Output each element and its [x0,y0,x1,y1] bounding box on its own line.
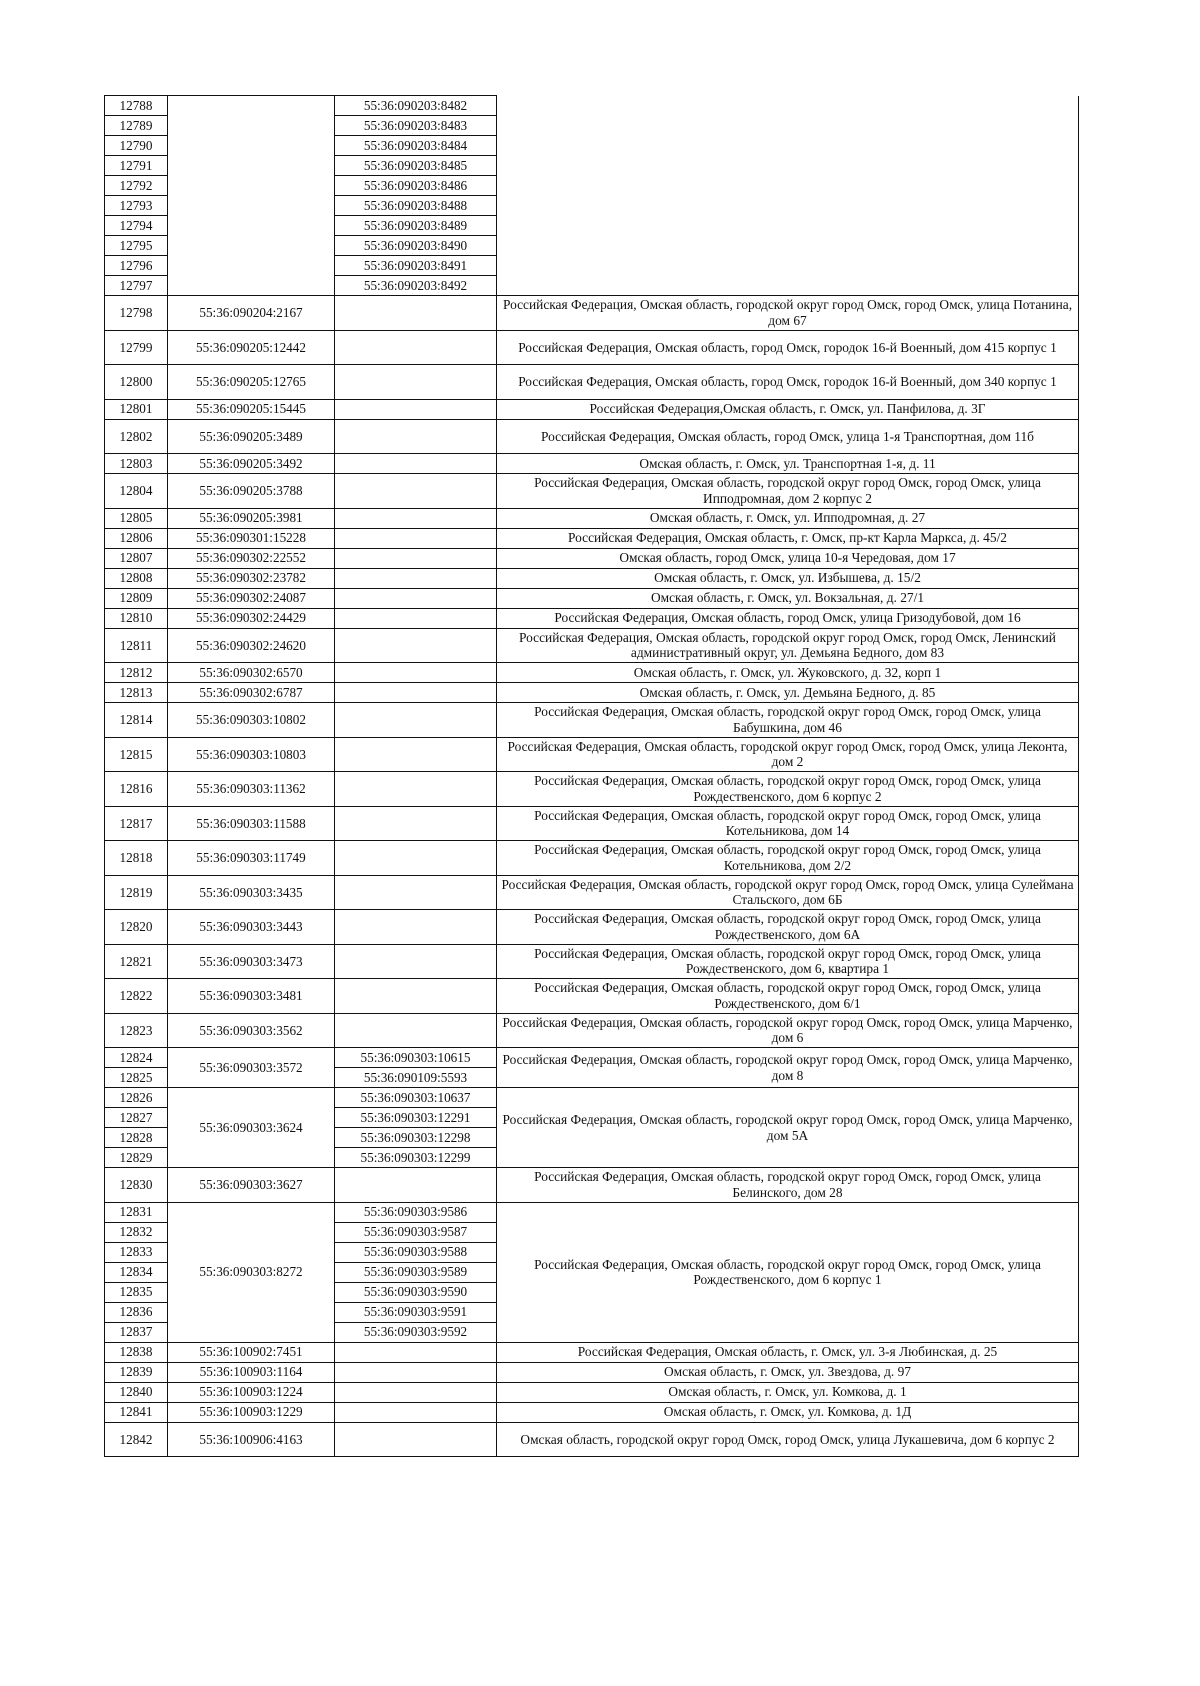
parcel-cadastral-number-cell: 55:36:090303:11749 [168,841,335,876]
row-number-cell: 12826 [105,1088,168,1108]
address-cell: Омская область, г. Омск, ул. Жуковского, д. 32, корп 1 [497,663,1079,683]
table-row [105,841,1079,876]
object-cadastral-number-cell [335,663,497,683]
address-cell: Российская Федерация, Омская область, городской округ город Омск, город Омск, улица Рождественского, дом 6/1 [497,979,1079,1014]
object-cadastral-number-cell [335,330,497,365]
object-cadastral-number-cell: 55:36:090303:9587 [335,1222,497,1242]
row-number-cell: 12842 [105,1422,168,1457]
address-cell [497,96,1079,296]
address-cell: Омская область, город Омск, улица 10-я Чередовая, дом 17 [497,548,1079,568]
parcel-cadastral-number-cell: 55:36:090205:3788 [168,474,335,509]
object-cadastral-number-cell: 55:36:090203:8482 [335,96,497,116]
row-number-cell: 12824 [105,1048,168,1068]
table-row [105,1362,1079,1382]
table-row [105,683,1079,703]
row-number-cell: 12795 [105,236,168,256]
object-cadastral-number-cell [335,841,497,876]
table-row [105,628,1079,663]
row-number-cell: 12801 [105,399,168,419]
table-row [105,508,1079,528]
address-cell: Российская Федерация, Омская область, городской округ город Омск, город Омск, Ленинский административный округ, ул. Демьяна Бедного, дом 83 [497,628,1079,663]
table-row [105,474,1079,509]
parcel-cadastral-number-cell: 55:36:100903:1229 [168,1402,335,1422]
parcel-cadastral-number-cell: 55:36:090205:3492 [168,454,335,474]
table-row [105,296,1079,331]
object-cadastral-number-cell [335,683,497,703]
table-row [105,528,1079,548]
object-cadastral-number-cell [335,910,497,945]
table-row [105,399,1079,419]
row-number-cell: 12833 [105,1242,168,1262]
row-number-cell: 12788 [105,96,168,116]
parcel-cadastral-number-cell: 55:36:100902:7451 [168,1342,335,1362]
object-cadastral-number-cell: 55:36:090303:9591 [335,1302,497,1322]
object-cadastral-number-cell [335,454,497,474]
row-number-cell: 12831 [105,1202,168,1222]
address-cell: Российская Федерация,Омская область, г. Омск, ул. Панфилова, д. 3Г [497,399,1079,419]
parcel-cadastral-number-cell: 55:36:090205:3981 [168,508,335,528]
object-cadastral-number-cell: 55:36:090303:12299 [335,1148,497,1168]
row-number-cell: 12803 [105,454,168,474]
address-cell: Российская Федерация, Омская область, городской округ город Омск, город Омск, улица Потанина, дом 67 [497,296,1079,331]
row-number-cell: 12836 [105,1302,168,1322]
table-row [105,703,1079,738]
cadastral-table [104,95,1079,1457]
object-cadastral-number-cell [335,474,497,509]
object-cadastral-number-cell [335,1362,497,1382]
object-cadastral-number-cell [335,979,497,1014]
object-cadastral-number-cell: 55:36:090303:9589 [335,1262,497,1282]
table-row [105,454,1079,474]
parcel-cadastral-number-cell: 55:36:090205:3489 [168,419,335,454]
object-cadastral-number-cell: 55:36:090203:8486 [335,176,497,196]
object-cadastral-number-cell: 55:36:090303:10637 [335,1088,497,1108]
address-cell: Омская область, г. Омск, ул. Вокзальная, д. 27/1 [497,588,1079,608]
object-cadastral-number-cell: 55:36:090303:12298 [335,1128,497,1148]
row-number-cell: 12808 [105,568,168,588]
row-number-cell: 12807 [105,548,168,568]
row-number-cell: 12809 [105,588,168,608]
object-cadastral-number-cell: 55:36:090303:10615 [335,1048,497,1068]
row-number-cell: 12805 [105,508,168,528]
object-cadastral-number-cell: 55:36:090109:5593 [335,1068,497,1088]
address-cell: Российская Федерация, Омская область, город Омск, городок 16-й Военный, дом 415 корпус 1 [497,330,1079,365]
table-row [105,1088,1079,1108]
address-cell: Российская Федерация, Омская область, городской округ город Омск, город Омск, улица Котельникова, дом 2/2 [497,841,1079,876]
table-row [105,419,1079,454]
address-cell: Омская область, г. Омск, ул. Транспортная 1-я, д. 11 [497,454,1079,474]
table-row [105,875,1079,910]
row-number-cell: 12820 [105,910,168,945]
object-cadastral-number-cell [335,588,497,608]
address-cell: Омская область, г. Омск, ул. Звездова, д. 97 [497,1362,1079,1382]
parcel-cadastral-number-cell: 55:36:090205:12765 [168,365,335,400]
row-number-cell: 12794 [105,216,168,236]
table-row [105,588,1079,608]
table-row [105,330,1079,365]
parcel-cadastral-number-cell: 55:36:090302:6570 [168,663,335,683]
object-cadastral-number-cell: 55:36:090203:8490 [335,236,497,256]
row-number-cell: 12828 [105,1128,168,1148]
table-row [105,737,1079,772]
table-row [105,1422,1079,1457]
object-cadastral-number-cell [335,568,497,588]
row-number-cell: 12832 [105,1222,168,1242]
parcel-cadastral-number-cell [168,96,335,296]
row-number-cell: 12822 [105,979,168,1014]
row-number-cell: 12839 [105,1362,168,1382]
table-row [105,608,1079,628]
object-cadastral-number-cell: 55:36:090303:12291 [335,1108,497,1128]
parcel-cadastral-number-cell: 55:36:090301:15228 [168,528,335,548]
table-body [105,96,1079,1457]
table-row [105,1342,1079,1362]
object-cadastral-number-cell: 55:36:090203:8492 [335,276,497,296]
table-row [105,96,1079,116]
object-cadastral-number-cell [335,548,497,568]
object-cadastral-number-cell [335,399,497,419]
table-row [105,663,1079,683]
parcel-cadastral-number-cell: 55:36:090303:8272 [168,1202,335,1342]
address-cell: Омская область, г. Омск, ул. Комкова, д. 1 [497,1382,1079,1402]
table-row [105,772,1079,807]
address-cell: Омская область, г. Омск, ул. Комкова, д. 1Д [497,1402,1079,1422]
address-cell: Омская область, г. Омск, ул. Избышева, д. 15/2 [497,568,1079,588]
row-number-cell: 12797 [105,276,168,296]
address-cell: Омская область, г. Омск, ул. Ипподромная, д. 27 [497,508,1079,528]
parcel-cadastral-number-cell: 55:36:090303:10802 [168,703,335,738]
object-cadastral-number-cell [335,628,497,663]
object-cadastral-number-cell [335,296,497,331]
row-number-cell: 12821 [105,944,168,979]
row-number-cell: 12792 [105,176,168,196]
row-number-cell: 12814 [105,703,168,738]
address-cell: Российская Федерация, Омская область, городской округ город Омск, город Омск, улица Рождественского, дом 6А [497,910,1079,945]
parcel-cadastral-number-cell: 55:36:090302:6787 [168,683,335,703]
row-number-cell: 12790 [105,136,168,156]
row-number-cell: 12840 [105,1382,168,1402]
object-cadastral-number-cell: 55:36:090203:8485 [335,156,497,176]
row-number-cell: 12827 [105,1108,168,1128]
table-row [105,1168,1079,1203]
parcel-cadastral-number-cell: 55:36:100903:1164 [168,1362,335,1382]
address-cell: Российская Федерация, Омская область, городской округ город Омск, город Омск, улица Марченко, дом 8 [497,1048,1079,1088]
row-number-cell: 12830 [105,1168,168,1203]
object-cadastral-number-cell [335,875,497,910]
object-cadastral-number-cell: 55:36:090203:8491 [335,256,497,276]
table-row [105,910,1079,945]
parcel-cadastral-number-cell: 55:36:090303:3473 [168,944,335,979]
parcel-cadastral-number-cell: 55:36:090302:24429 [168,608,335,628]
address-cell: Российская Федерация, Омская область, городской округ город Омск, город Омск, улица Сулеймана Стальского, дом 6Б [497,875,1079,910]
object-cadastral-number-cell [335,419,497,454]
address-cell: Российская Федерация, Омская область, город Омск, улица 1-я Транспортная, дом 11б [497,419,1079,454]
row-number-cell: 12796 [105,256,168,276]
table-row [105,1048,1079,1068]
row-number-cell: 12829 [105,1148,168,1168]
address-cell: Российская Федерация, Омская область, городской округ город Омск, город Омск, улица Рождественского, дом 6, квартира 1 [497,944,1079,979]
table-row [105,365,1079,400]
row-number-cell: 12818 [105,841,168,876]
object-cadastral-number-cell [335,1342,497,1362]
parcel-cadastral-number-cell: 55:36:090303:3443 [168,910,335,945]
parcel-cadastral-number-cell: 55:36:100903:1224 [168,1382,335,1402]
parcel-cadastral-number-cell: 55:36:090204:2167 [168,296,335,331]
object-cadastral-number-cell [335,365,497,400]
table-row [105,1402,1079,1422]
table-row [105,979,1079,1014]
row-number-cell: 12819 [105,875,168,910]
parcel-cadastral-number-cell: 55:36:090303:3562 [168,1013,335,1048]
parcel-cadastral-number-cell: 55:36:090302:24087 [168,588,335,608]
address-cell: Российская Федерация, Омская область, городской округ город Омск, город Омск, улица Марченко, дом 6 [497,1013,1079,1048]
row-number-cell: 12825 [105,1068,168,1088]
address-cell: Российская Федерация, Омская область, городской округ город Омск, город Омск, улица Бабушкина, дом 46 [497,703,1079,738]
address-cell: Омская область, городской округ город Омск, город Омск, улица Лукашевича, дом 6 корпус 2 [497,1422,1079,1457]
address-cell: Российская Федерация, Омская область, город Омск, городок 16-й Военный, дом 340 корпус 1 [497,365,1079,400]
parcel-cadastral-number-cell: 55:36:090303:3435 [168,875,335,910]
address-cell: Российская Федерация, Омская область, городской округ город Омск, город Омск, улица Белинского, дом 28 [497,1168,1079,1203]
table-row [105,568,1079,588]
object-cadastral-number-cell [335,1013,497,1048]
row-number-cell: 12838 [105,1342,168,1362]
row-number-cell: 12835 [105,1282,168,1302]
object-cadastral-number-cell [335,737,497,772]
row-number-cell: 12789 [105,116,168,136]
object-cadastral-number-cell: 55:36:090203:8489 [335,216,497,236]
row-number-cell: 12798 [105,296,168,331]
object-cadastral-number-cell [335,806,497,841]
table-row [105,1013,1079,1048]
address-cell: Российская Федерация, Омская область, г. Омск, пр-кт Карла Маркса, д. 45/2 [497,528,1079,548]
parcel-cadastral-number-cell: 55:36:090303:11588 [168,806,335,841]
address-cell: Российская Федерация, Омская область, городской округ город Омск, город Омск, улица Рождественского, дом 6 корпус 2 [497,772,1079,807]
parcel-cadastral-number-cell: 55:36:090302:22552 [168,548,335,568]
row-number-cell: 12811 [105,628,168,663]
object-cadastral-number-cell [335,772,497,807]
object-cadastral-number-cell [335,1422,497,1457]
row-number-cell: 12802 [105,419,168,454]
object-cadastral-number-cell [335,528,497,548]
row-number-cell: 12841 [105,1402,168,1422]
address-cell: Российская Федерация, Омская область, городской округ город Омск, город Омск, улица Леконта, дом 2 [497,737,1079,772]
address-cell: Российская Федерация, Омская область, городской округ город Омск, город Омск, улица Ипподромная, дом 2 корпус 2 [497,474,1079,509]
row-number-cell: 12817 [105,806,168,841]
parcel-cadastral-number-cell: 55:36:090302:24620 [168,628,335,663]
parcel-cadastral-number-cell: 55:36:090303:11362 [168,772,335,807]
table-row [105,548,1079,568]
object-cadastral-number-cell: 55:36:090303:9588 [335,1242,497,1262]
row-number-cell: 12815 [105,737,168,772]
row-number-cell: 12812 [105,663,168,683]
object-cadastral-number-cell: 55:36:090303:9590 [335,1282,497,1302]
parcel-cadastral-number-cell: 55:36:090303:3481 [168,979,335,1014]
row-number-cell: 12804 [105,474,168,509]
object-cadastral-number-cell [335,1168,497,1203]
row-number-cell: 12800 [105,365,168,400]
parcel-cadastral-number-cell: 55:36:100906:4163 [168,1422,335,1457]
address-cell: Российская Федерация, Омская область, город Омск, улица Гризодубовой, дом 16 [497,608,1079,628]
address-cell: Российская Федерация, Омская область, городской округ город Омск, город Омск, улица Марченко, дом 5А [497,1088,1079,1168]
object-cadastral-number-cell [335,703,497,738]
object-cadastral-number-cell [335,1402,497,1422]
object-cadastral-number-cell [335,508,497,528]
table-row [105,944,1079,979]
object-cadastral-number-cell [335,944,497,979]
row-number-cell: 12816 [105,772,168,807]
parcel-cadastral-number-cell: 55:36:090205:12442 [168,330,335,365]
object-cadastral-number-cell: 55:36:090203:8483 [335,116,497,136]
address-cell: Российская Федерация, Омская область, городской округ город Омск, город Омск, улица Котельникова, дом 14 [497,806,1079,841]
row-number-cell: 12806 [105,528,168,548]
parcel-cadastral-number-cell: 55:36:090303:3572 [168,1048,335,1088]
row-number-cell: 12823 [105,1013,168,1048]
row-number-cell: 12810 [105,608,168,628]
parcel-cadastral-number-cell: 55:36:090303:3624 [168,1088,335,1168]
row-number-cell: 12793 [105,196,168,216]
parcel-cadastral-number-cell: 55:36:090302:23782 [168,568,335,588]
address-cell: Российская Федерация, Омская область, г. Омск, ул. 3-я Любинская, д. 25 [497,1342,1079,1362]
object-cadastral-number-cell: 55:36:090203:8488 [335,196,497,216]
object-cadastral-number-cell: 55:36:090303:9586 [335,1202,497,1222]
object-cadastral-number-cell: 55:36:090303:9592 [335,1322,497,1342]
row-number-cell: 12791 [105,156,168,176]
parcel-cadastral-number-cell: 55:36:090303:10803 [168,737,335,772]
object-cadastral-number-cell [335,608,497,628]
address-cell: Российская Федерация, Омская область, городской округ город Омск, город Омск, улица Рождественского, дом 6 корпус 1 [497,1202,1079,1342]
row-number-cell: 12813 [105,683,168,703]
table-row [105,1382,1079,1402]
object-cadastral-number-cell [335,1382,497,1402]
table-row [105,1202,1079,1222]
parcel-cadastral-number-cell: 55:36:090303:3627 [168,1168,335,1203]
parcel-cadastral-number-cell: 55:36:090205:15445 [168,399,335,419]
table-row [105,806,1079,841]
row-number-cell: 12799 [105,330,168,365]
address-cell: Омская область, г. Омск, ул. Демьяна Бедного, д. 85 [497,683,1079,703]
row-number-cell: 12834 [105,1262,168,1282]
row-number-cell: 12837 [105,1322,168,1342]
object-cadastral-number-cell: 55:36:090203:8484 [335,136,497,156]
